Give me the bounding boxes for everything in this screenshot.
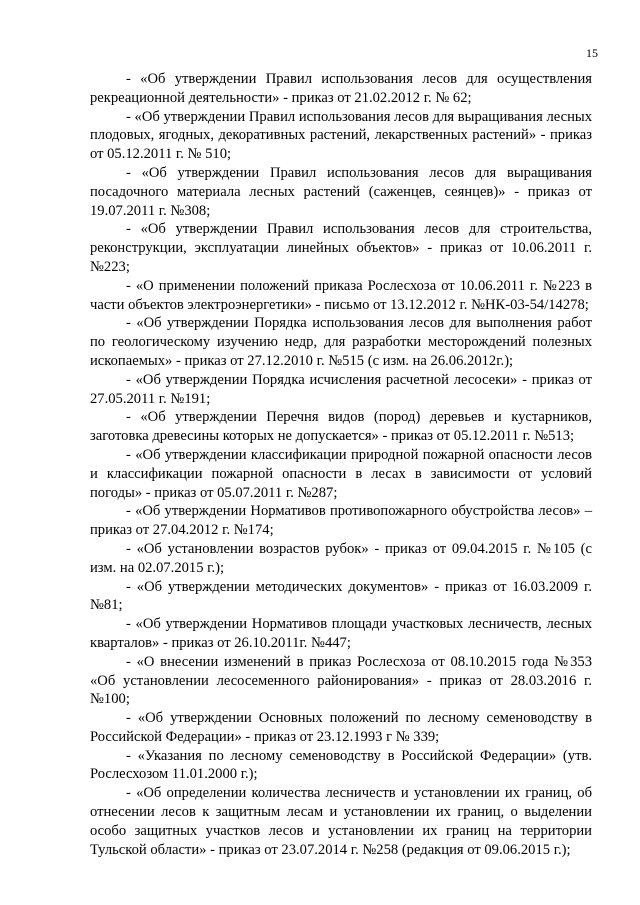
- list-item: - «О применении положений приказа Рослесхоза от 10.06.2011 г. №223 в части объектов электроэнергетики» - письмо от 13.12.2012 г. №НК-03-54/14278;: [90, 277, 592, 313]
- list-item: - «Об утверждении Нормативов противопожарного обустройства лесов» – приказ от 27.04.2012 г. №174;: [90, 503, 592, 539]
- page-number: 15: [586, 46, 598, 60]
- list-item: - «Об утверждении Порядка исчисления расчетной лесосеки» - приказ от 27.05.2011 г. №191;: [90, 371, 592, 407]
- list-item: - «Об утверждении классификации природной пожарной опасности лесов и классификации пожарной опасности в лесах в зависимости от условий погоды» - приказ от 05.07.2011 г. №287;: [90, 446, 592, 501]
- list-item: - «Об утверждении Правил использования лесов для выращивания посадочного материала лесных растений (саженцев, сеянцев)» - приказ от 19.07.2011 г. №308;: [90, 164, 592, 219]
- list-item: - «Указания по лесному семеноводству в Российской Федерации» (утв. Рослесхозом 11.01.2000 г.);: [90, 747, 592, 783]
- list-item: - «Об утверждении Нормативов площади участковых лесничеств, лесных кварталов» - приказ от 26.10.2011г. №447;: [90, 616, 592, 651]
- list-item: - «Об утверждении Правил использования лесов для выращивания лесных плодовых, ягодных, декоративных растений, лекарственных растений» - приказ от 05.12.2011 г. № 510;: [90, 108, 592, 163]
- list-item: - «Об определении количества лесничеств и установлении их границ, об отнесении лесов к защитным лесам и установлении их границ, о выделении особо защитных участков лесов и установлении их границ на территории Тульской области» - приказ от 23.07.2014 г. №258 (редакция от 09.06.2015 г.);: [90, 785, 592, 858]
- list-item: - «О внесении изменений в приказ Рослесхоза от 08.10.2015 года №353 «Об установлении лесосеменного районирования» - приказ от 28.03.2016 г. №100;: [90, 653, 592, 708]
- list-item: - «Об утверждении Правил использования лесов для строительства, реконструкции, эксплуатации линейных объектов» - приказ от 10.06.2011 г. №223;: [90, 221, 592, 275]
- list-item: - «Об утверждении Порядка использования лесов для выполнения работ по геологическому изучению недр, для разработки месторождений полезных ископаемых» - приказ от 27.12.2010 г. №515 (с изм. на 26.06.2012г.);: [90, 315, 592, 369]
- list-item: - «Об установлении возрастов рубок» - приказ от 09.04.2015 г. №105 (с изм. на 02.07.2015 г.);: [90, 540, 592, 576]
- list-item: - «Об утверждении Правил использования лесов для осуществления рекреационной деятельности» - приказ от 21.02.2012 г. № 62;: [90, 71, 592, 106]
- list-item: - «Об утверждении Перечня видов (пород) деревьев и кустарников, заготовка древесины которых не допускается» - приказ от 05.12.2011 г. №513;: [90, 409, 592, 445]
- list-item: - «Об утверждении Основных положений по лесному семеноводству в Российской Федерации» - приказ от 23.12.1993 г № 339;: [90, 710, 592, 745]
- list-item: - «Об утверждении методических документов» - приказ от 16.03.2009 г. №81;: [90, 578, 592, 614]
- document-body: [90, 70, 592, 859]
